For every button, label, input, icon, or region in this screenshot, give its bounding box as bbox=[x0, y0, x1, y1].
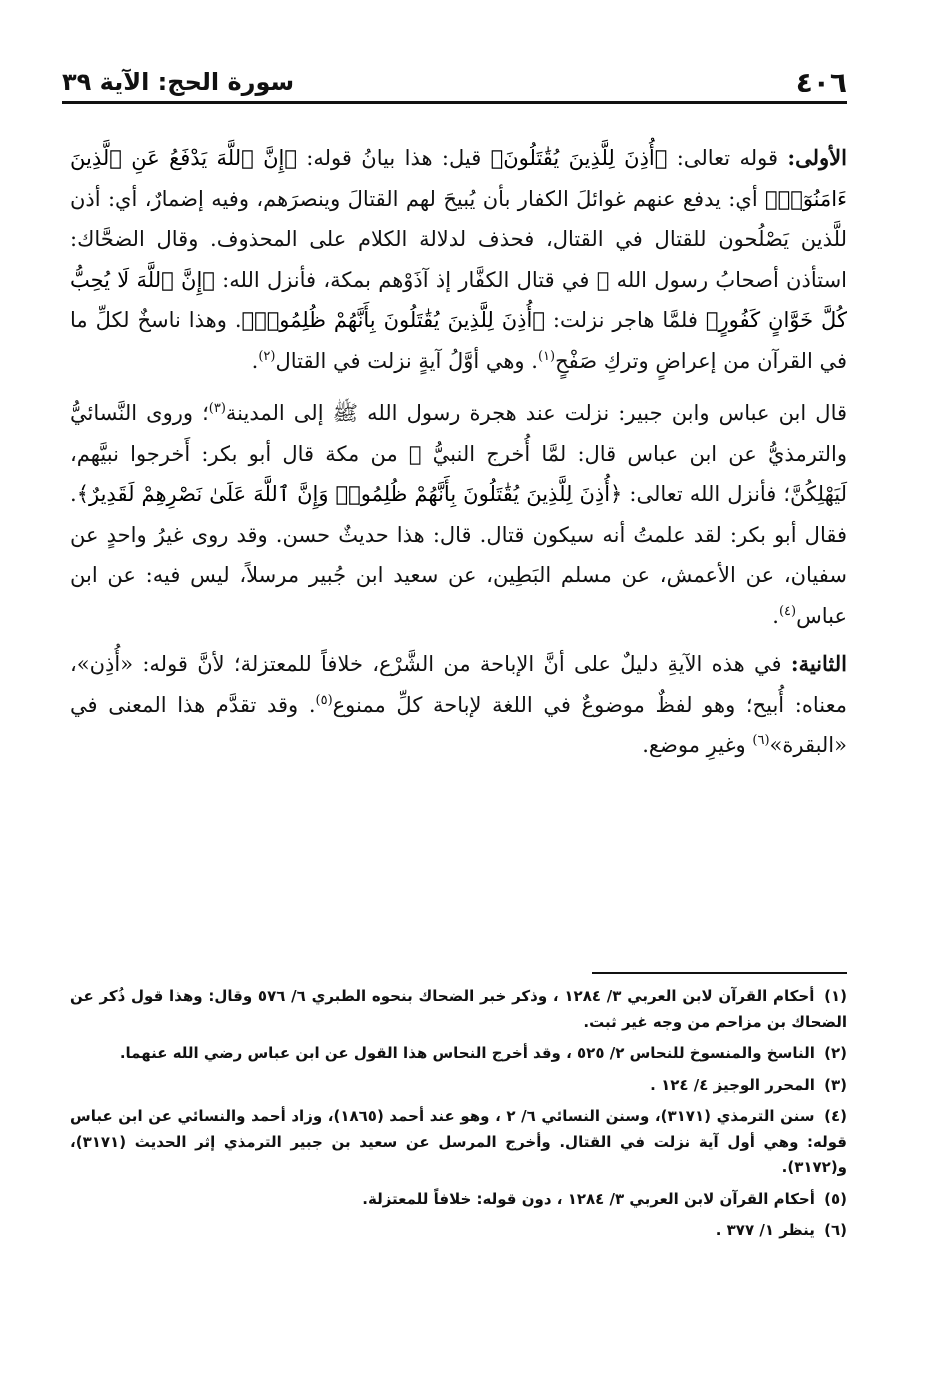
footnote-ref[interactable]: (٣) bbox=[208, 401, 226, 416]
text-segment: . bbox=[772, 603, 779, 628]
footnote-item bbox=[70, 1104, 847, 1181]
footnote-item bbox=[70, 984, 847, 1035]
footnote-item bbox=[70, 1073, 847, 1099]
text-segment: . وهي أوَّلُ آيةٍ نزلت في القتال bbox=[275, 348, 538, 373]
footnote-item bbox=[70, 1187, 847, 1213]
text-segment: ؛ وروى النَّسائيُّ والترمذيُّ عن ابن عباس قال: لمَّا أُخرج النبيُّ ﷺ من مكة قال أبو بكر: أَخرجوا نبيَّهم، لَيَهْلِكُنَّ؛ فأنزل الله تعالى: bbox=[70, 401, 847, 506]
footnote-ref[interactable]: (٤) bbox=[778, 603, 797, 619]
footnote-number: (٥) bbox=[824, 1189, 847, 1208]
footnote-number: (٤) bbox=[824, 1107, 847, 1125]
text-segment: . bbox=[251, 348, 259, 373]
text-segment: قيل: هذا بيانُ قوله: bbox=[306, 146, 482, 170]
footnote-item bbox=[70, 1218, 847, 1244]
text-segment: في هذه الآيةِ دليلٌ على أنَّ الإباحة من الشَّرْع، خلافاً للمعتزلة؛ لأنَّ قوله: «أُذِن»، معناه: أُبيح؛ وهو لفظٌ موضوعٌ في اللغة لإباحة كلِّ ممنوع bbox=[70, 652, 847, 717]
text-segment: أي: يدفع عنهم غوائلَ الكفار بأن يُبيحَ لهم القتالَ وينصرَهم، وفيه إضمارٌ، أي: أذن للَّذين يَصْلُحون للقتال في القتال، فحذف لدلالة الكلام على المحذوف. وقال الضحَّاك: استأذن أصحابُ رسول الله ﷺ في قتال الكفَّار إذ آذَوْهم بمكة، فأنزل الله: bbox=[70, 186, 848, 292]
footnote-ref[interactable]: (٦) bbox=[752, 733, 770, 748]
footnote-number: (٢) bbox=[824, 1044, 847, 1062]
quran-quote: ﴿إِنَّ ٱللَّهَ يَدْفَعُ عَنِ ٱلَّذِينَ ءَامَنُوٓا۟﴾ bbox=[70, 146, 847, 211]
footnote-text: المحرر الوجيز ٤/ ١٢٤ . bbox=[650, 1075, 815, 1094]
paragraph-second bbox=[70, 644, 847, 766]
quran-quote: ﴿أُذِنَ لِلَّذِينَ يُقَٰتَلُونَ بِأَنَّهُمْ ظُلِمُوا۟ وَإِنَّ ٱللَّهَ عَلَىٰ نَصْرِهِمْ لَقَدِيرٌ﴾ bbox=[76, 482, 623, 506]
footnote-text: سنن الترمذي (٣١٧١)، وسنن النسائي ٦/ ٢ ، وهو عند أحمد (١٨٦٥)، وزاد أحمد والنسائي عن ابن عباس قوله: وهي أول آية نزلت في القتال. وأخرج المرسل عن سعيد بن جبير الترمذي إثر الحديث (٣١٧١)، و(٣١٧٢). bbox=[70, 1107, 847, 1176]
paragraph-narration bbox=[70, 393, 847, 636]
running-title: سورة الحج: الآية ٣٩ bbox=[62, 68, 295, 96]
quran-quote: ﴿أُذِنَ لِلَّذِينَ يُقَٰتَلُونَ بِأَنَّهُمْ ظُلِمُوا۟﴾ bbox=[241, 308, 545, 332]
main-text bbox=[70, 138, 847, 766]
text-segment: فلمَّا هاجر نزلت: bbox=[552, 308, 698, 332]
section-lead-first: الأولى: bbox=[787, 145, 847, 170]
text-segment: . فقال أبو بكر: لقد علمتُ أنه سيكون قتال. قال: هذا حديثٌ حسن. وقد روى غيرُ واحدٍ عن سفيان، عن الأعمش، عن مسلم البَطِين، عن سعيد ابن جُبير مرسلاً، ليس فيه: عن ابن عباس bbox=[70, 482, 847, 628]
section-lead-second: الثانية: bbox=[790, 651, 847, 676]
footnote-number: (٦) bbox=[824, 1221, 847, 1239]
footnotes bbox=[70, 984, 847, 1250]
footnote-ref[interactable]: (٢) bbox=[258, 348, 276, 364]
footnote-text: أحكام القرآن لابن العربي ٣/ ١٢٨٤ ، وذكر خبر الضحاك بنحوه الطبري ٦/ ٥٧٦ وقال: وهذا قول ذُكر عن الضحاك بن مزاحم من وجه غير ثبت. bbox=[70, 987, 847, 1031]
footnote-separator bbox=[592, 972, 847, 974]
text-segment: قوله تعالى: bbox=[676, 146, 778, 170]
text-segment: . وقد تقدَّم هذا المعنى في «البقرة» bbox=[70, 692, 847, 757]
quran-quote: ﴿إِنَّ ٱللَّهَ لَا يُحِبُّ كُلَّ خَوَّانٍ كَفُورٍ﴾ bbox=[70, 267, 847, 332]
quran-quote: ﴿أُذِنَ لِلَّذِينَ يُقَٰتَلُونَ﴾ bbox=[490, 146, 668, 170]
footnote-text: الناسخ والمنسوخ للنحاس ٢/ ٥٢٥ ، وقد أخرج النحاس هذا القول عن ابن عباس رضي الله عنهما. bbox=[119, 1044, 815, 1062]
footnote-number: (٣) bbox=[824, 1075, 847, 1094]
footnote-ref[interactable]: (١) bbox=[537, 348, 556, 364]
text-segment: قال ابن عباس وابن جبير: نزلت عند هجرة رسول الله ﷺ إلى المدينة bbox=[225, 401, 848, 425]
page-header bbox=[62, 60, 847, 104]
footnote-ref[interactable]: (٥) bbox=[315, 692, 333, 708]
footnote-item bbox=[70, 1041, 847, 1067]
paragraph-first bbox=[70, 138, 847, 381]
footnote-text: أحكام القرآن لابن العربي ٣/ ١٢٨٤ ، دون قوله: خلافاً للمعتزلة. bbox=[362, 1189, 815, 1208]
page-number: ٤٠٦ bbox=[795, 66, 847, 99]
text-segment: . وهذا ناسخٌ لكلِّ ما في القرآن من إعراضٍ وتركِ صَفْحٍ bbox=[70, 308, 847, 373]
footnote-text: ينظر ١/ ٣٧٧ . bbox=[715, 1221, 815, 1239]
text-segment: وغيرِ موضع. bbox=[642, 733, 753, 757]
footnote-number: (١) bbox=[824, 987, 847, 1005]
header-rule bbox=[62, 101, 847, 104]
